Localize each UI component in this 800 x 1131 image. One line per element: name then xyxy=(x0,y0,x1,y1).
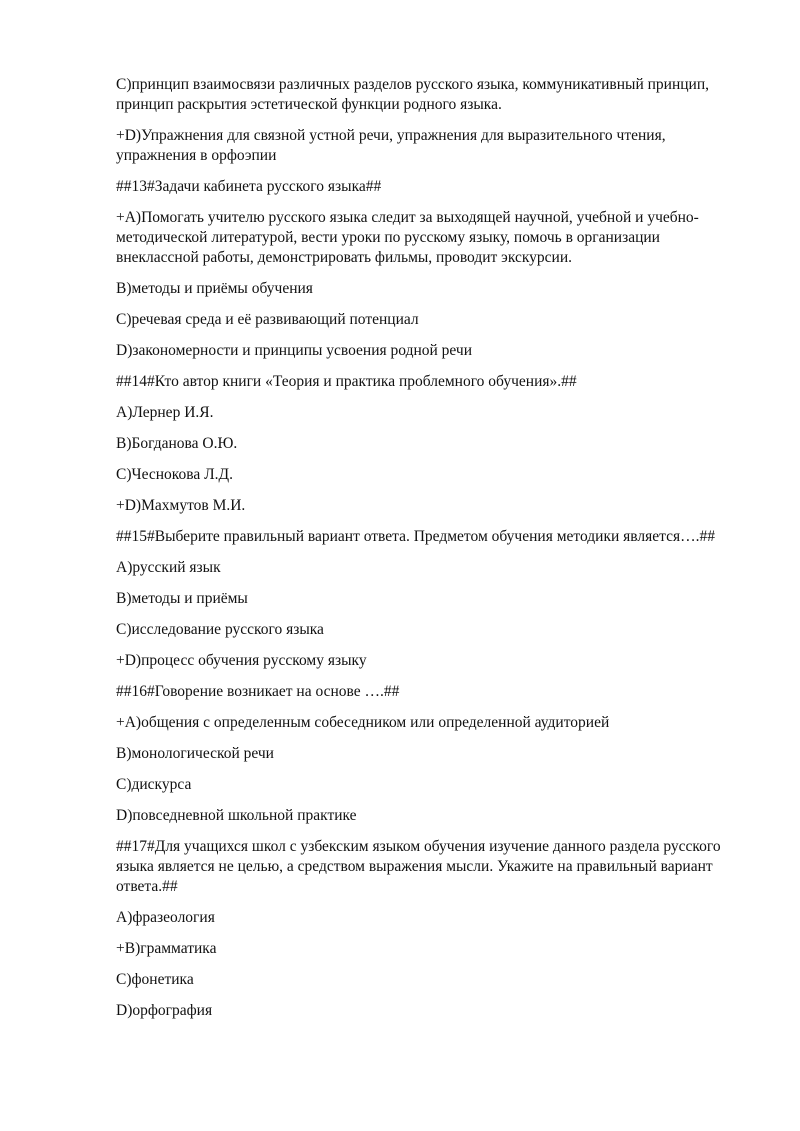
answer-option-b: B)методы и приёмы обучения xyxy=(116,280,313,297)
answer-option-d-correct: +D)процесс обучения русскому языку xyxy=(116,652,367,669)
answer-option-b: B)монологической речи xyxy=(116,745,274,762)
answer-option-a-correct: +A)Помогать учителю русского языка следит за выходящей научной, учебной и учебно-методической литературой, вести уроки по русскому языку, помочь в организации внеклассной работы, демонстрировать фильмы, проводит экскурсии. xyxy=(116,209,699,266)
answer-option-b: B)Богданова О.Ю. xyxy=(116,435,238,452)
answer-option-d: D)закономерности и принципы усвоения родной речи xyxy=(116,342,473,359)
answer-option-a-correct: +A)общения с определенным собеседником или определенной аудиторией xyxy=(116,714,610,731)
answer-option-c: C)речевая среда и её развивающий потенциал xyxy=(116,311,419,328)
answer-option-c: C)дискурса xyxy=(116,776,192,793)
answer-option-c: C)фонетика xyxy=(116,971,194,988)
question-16: ##16#Говорение возникает на основе ….## xyxy=(116,683,400,700)
answer-option-c: C)Чеснокова Л.Д. xyxy=(116,466,233,483)
answer-option-d: D)повседневной школьной практике xyxy=(116,807,357,824)
answer-option-a: A)Лернер И.Я. xyxy=(116,404,214,421)
answer-option-b-correct: +B)грамматика xyxy=(116,940,217,957)
answer-option-d: D)орфография xyxy=(116,1002,213,1019)
question-13: ##13#Задачи кабинета русского языка## xyxy=(116,178,382,195)
answer-option-b: B)методы и приёмы xyxy=(116,590,248,607)
document-body xyxy=(116,75,746,1032)
answer-option-d-correct: +D)Махмутов М.И. xyxy=(116,497,246,514)
answer-option-c: C)принцип взаимосвязи различных разделов русского языка, коммуникативный принцип, принцип раскрытия эстетической функции родного языка. xyxy=(116,76,710,113)
answer-option-d-correct: +D)Упражнения для связной устной речи, упражнения для выразительного чтения, упражнения в орфоэпии xyxy=(116,127,666,164)
answer-option-a: A)фразеология xyxy=(116,909,215,926)
question-14: ##14#Кто автор книги «Теория и практика проблемного обучения».## xyxy=(116,373,577,390)
question-17: ##17#Для учащихся школ с узбекским языком обучения изучение данного раздела русского языка является не целью, а средством выражения мысли. Укажите на правильный вариант ответа.## xyxy=(116,838,721,895)
question-15: ##15#Выберите правильный вариант ответа. Предметом обучения методики является….## xyxy=(116,528,715,545)
answer-option-c: C)исследование русского языка xyxy=(116,621,324,638)
answer-option-a: A)русский язык xyxy=(116,559,221,576)
